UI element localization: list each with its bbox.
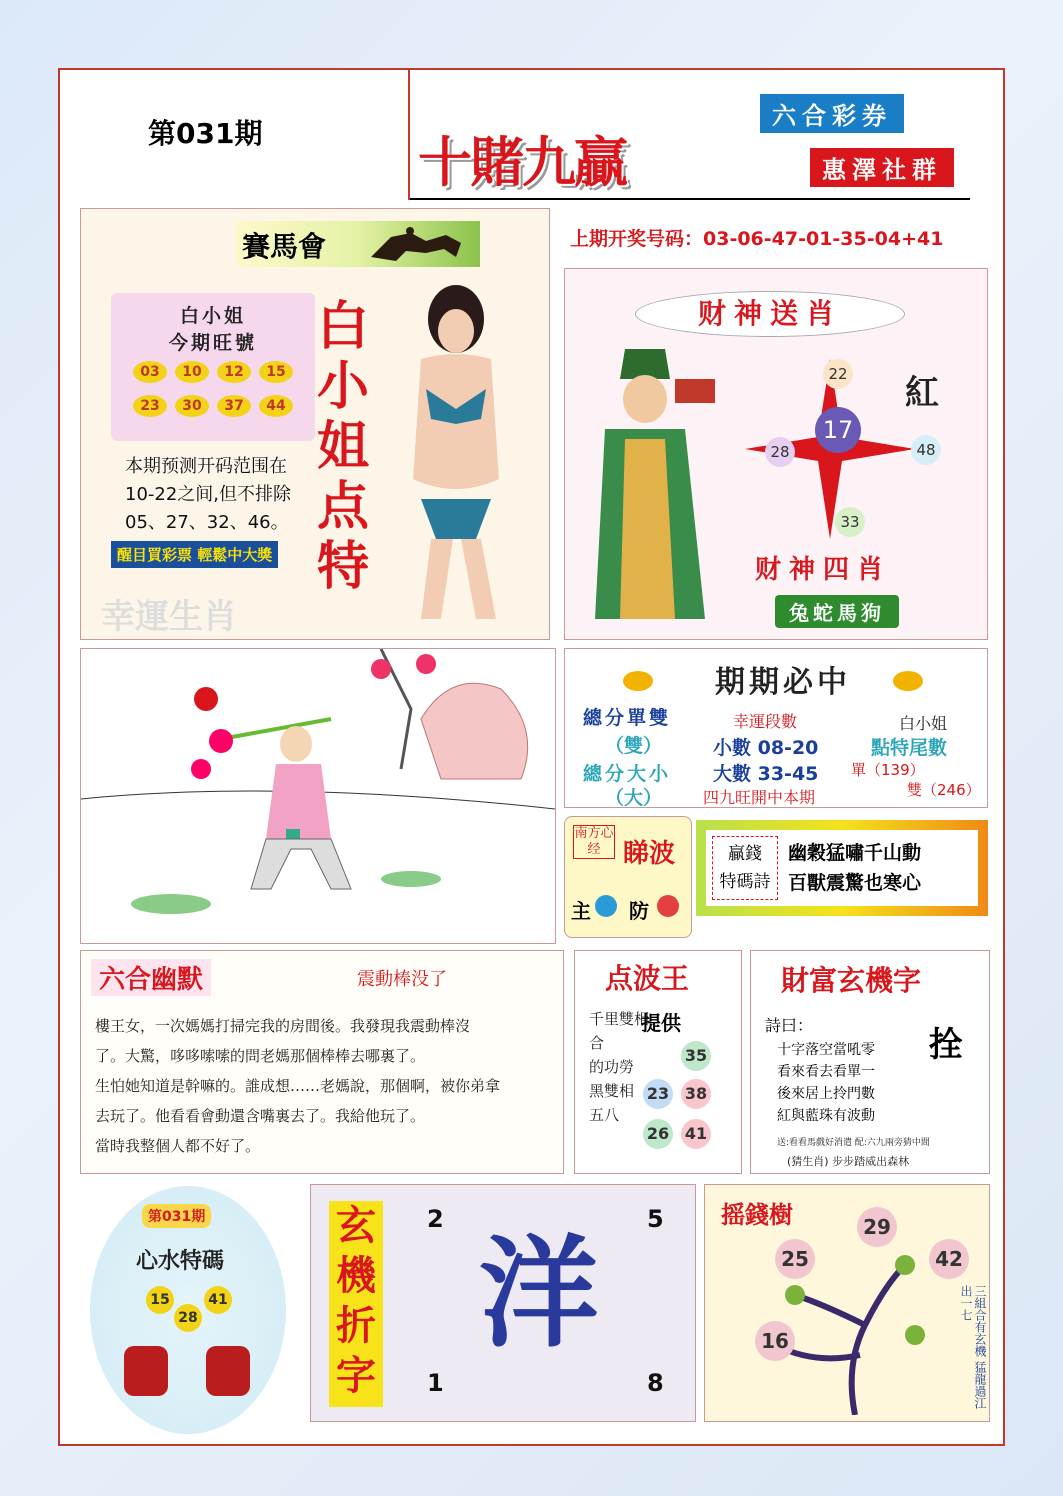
wealth-panel	[750, 950, 990, 1174]
caishen-panel	[564, 268, 988, 640]
yaoqian-header: 摇錢樹	[721, 1201, 793, 1229]
prediction-text: 本期预测开码范围在10-22之间,但不排除05、27、32、46。	[125, 456, 292, 533]
lucky-segment-title: 幸運段數	[733, 712, 798, 731]
corner-num-br: 8	[647, 1369, 664, 1397]
verse-line: 千里雙相合	[589, 1010, 650, 1052]
nanfang-panel	[564, 816, 692, 938]
caishen-header: 财神送肖	[635, 291, 905, 337]
bottom-number: 33	[835, 507, 865, 537]
wealth-note-2: (猜生肖) 步步踏威出森林	[787, 1155, 910, 1168]
dianbo-ball: 26	[643, 1119, 673, 1149]
lucky-ball: 23	[133, 395, 167, 417]
horse-header-label: 賽馬會	[242, 230, 327, 263]
red-ball-icon	[657, 895, 679, 917]
coin-icon	[623, 671, 653, 691]
color-label: 紅	[905, 373, 939, 413]
odd-tails: 單（139）	[851, 761, 925, 779]
wealth-line: 後來居上拎門數	[777, 1086, 875, 1102]
main-label: 主	[571, 899, 591, 923]
boy-illustration	[81, 649, 555, 943]
lucky-ball: 30	[175, 395, 209, 417]
xuanji-char: 洋	[479, 1225, 599, 1364]
corner-num-tl: 2	[427, 1205, 444, 1233]
horse-panel	[80, 208, 550, 640]
qiqi-panel	[564, 648, 988, 808]
lucky-ball: 15	[259, 361, 293, 383]
caishen-four-title: 财神四肖	[755, 555, 892, 585]
vertical-title: 白小姐点特	[316, 296, 369, 597]
lucky-ball: 44	[259, 395, 293, 417]
xinshui-ball: 28	[174, 1304, 202, 1332]
xinshui-panel	[90, 1186, 286, 1434]
poem-label-2: 特碼詩	[719, 872, 771, 892]
top-number: 22	[823, 359, 853, 389]
xuanji-vertical: 玄機折字	[329, 1201, 383, 1407]
tag-huize: 惠澤社群	[810, 148, 954, 187]
qiqi-header: 期期必中	[715, 665, 851, 700]
illustration-panel	[80, 648, 556, 944]
humor-header: 六合幽默	[91, 959, 211, 996]
issue-number: 第031期	[148, 117, 263, 150]
poem-panel	[696, 820, 988, 916]
wealth-header: 財富玄機字	[781, 964, 922, 997]
dianbo-ball: 41	[681, 1119, 711, 1149]
verse-line: 的功勞	[589, 1058, 635, 1076]
poem-line-2: 百獸震驚也寒心	[788, 872, 922, 894]
yaoqian-side: 三組合有玄機 猛龍過江出一七	[959, 1285, 987, 1409]
total-oddeven-value: （雙）	[605, 735, 663, 757]
total-oddeven: 總分單雙	[583, 707, 672, 729]
xinshui-ball: 15	[146, 1286, 174, 1314]
lucky-ball: 12	[217, 361, 251, 383]
tree-ball: 16	[755, 1321, 795, 1361]
baixiaojie-label: 白小姐	[899, 714, 948, 733]
xinshui-ball: 41	[204, 1286, 232, 1314]
lucky-ball: 03	[133, 361, 167, 383]
divider-vertical	[408, 70, 410, 200]
humor-subtitle: 震動棒没了	[357, 969, 447, 990]
tail-number-title: 點特尾數	[871, 737, 948, 759]
fist-icon	[206, 1346, 250, 1396]
provide-label: 提供	[641, 1011, 681, 1035]
guard-label: 防	[629, 899, 649, 923]
slogan: 醒目買彩票 輕鬆中大獎	[111, 541, 278, 568]
humor-line: 了。大驚，哆哆嗦嗦的問老媽那個棒棒去哪裏了。	[95, 1047, 426, 1065]
nanfang-label: 南方心经	[574, 826, 614, 857]
corner-num-bl: 1	[427, 1369, 444, 1397]
humor-line: 去玩了。他看看會動還含嘴裏去了。我給他玩了。	[95, 1107, 426, 1125]
lucky-ball: 10	[175, 361, 209, 383]
poem-inner	[706, 830, 978, 906]
lucky-numbers-box	[111, 293, 315, 441]
poem-line-1: 幽穀猛嘯千山動	[788, 842, 922, 864]
poem-label-1: 贏錢	[728, 844, 762, 864]
wealth-lines	[777, 1039, 875, 1127]
verse-line: 黑雙相	[589, 1082, 635, 1100]
watermark: 幸運生肖	[101, 597, 237, 637]
poem-label	[712, 836, 778, 900]
horse-header	[236, 221, 480, 267]
dianbo-panel	[574, 950, 742, 1174]
dianbo-ball: 35	[681, 1041, 711, 1071]
divider-horizontal	[410, 198, 970, 200]
wealth-line: 紅與藍珠有波動	[777, 1108, 875, 1124]
tree-ball: 42	[929, 1239, 969, 1279]
verse-line: 五八	[589, 1106, 620, 1124]
right-number: 48	[911, 435, 941, 465]
left-number: 28	[765, 437, 795, 467]
poem-lines	[788, 838, 921, 898]
humor-panel	[80, 950, 564, 1174]
humor-line: 當時我整個人都不好了。	[95, 1137, 261, 1155]
tag-liuhe: 六合彩券	[760, 94, 904, 133]
total-bigsmall: 總分大小	[583, 763, 672, 785]
poem-label: 詩曰：	[765, 1016, 814, 1035]
last-draw-numbers: 上期开奖号码：03-06-47-01-35-04+41	[570, 228, 944, 250]
center-number: 17	[815, 407, 861, 453]
dianbo-header: 点波王	[605, 962, 690, 995]
box-title-1: 白小姐	[179, 305, 246, 327]
lottery-sheet	[58, 68, 1005, 1446]
humor-text	[95, 1011, 555, 1161]
segment-footer: 四九旺開中本期	[703, 788, 816, 807]
tree-ball: 25	[775, 1239, 815, 1279]
xuanji-panel	[310, 1184, 696, 1422]
xinshui-issue: 第031期	[142, 1204, 211, 1228]
tree-ball: 29	[857, 1207, 897, 1247]
wealth-line: 十字落空當吼零	[777, 1042, 875, 1058]
dianbo-ball: 23	[643, 1079, 673, 1109]
yaoqian-panel	[704, 1184, 990, 1422]
nanfang-title: 睇波	[623, 839, 676, 869]
caishen-figure	[585, 339, 725, 629]
brand-title: 十賭九贏	[418, 130, 626, 194]
box-title-2: 今期旺號	[168, 332, 257, 354]
small-range: 小數 08-20	[713, 737, 819, 759]
dianbo-verse	[589, 1007, 649, 1127]
fist-icon	[124, 1346, 168, 1396]
mystery-char: 拴	[929, 1025, 963, 1065]
caishen-zodiacs: 兔蛇馬狗	[775, 595, 899, 628]
xinshui-title: 心水特碼	[136, 1249, 225, 1274]
wealth-note-1: 送:看看馬戲好消遣 配:六九兩旁猜中間	[777, 1138, 930, 1148]
humor-line: 樓王女，一次媽媽打掃完我的房間後。我發現我震動棒沒	[95, 1017, 471, 1035]
horse-icon	[366, 223, 476, 265]
even-tails: 雙（246）	[907, 781, 981, 799]
coin-icon	[893, 671, 923, 691]
total-bigsmall-value: （大）	[605, 787, 663, 809]
dianbo-ball: 38	[681, 1079, 711, 1109]
corner-num-tr: 5	[647, 1205, 664, 1233]
humor-line: 生怕她知道是幹嘛的。誰成想……老媽說，那個啊，被你弟拿	[95, 1077, 501, 1095]
big-range: 大數 33-45	[713, 763, 819, 785]
wealth-line: 看來看去看單一	[777, 1064, 875, 1080]
blue-ball-icon	[595, 895, 617, 917]
model-figure	[381, 279, 531, 629]
lucky-ball: 37	[217, 395, 251, 417]
